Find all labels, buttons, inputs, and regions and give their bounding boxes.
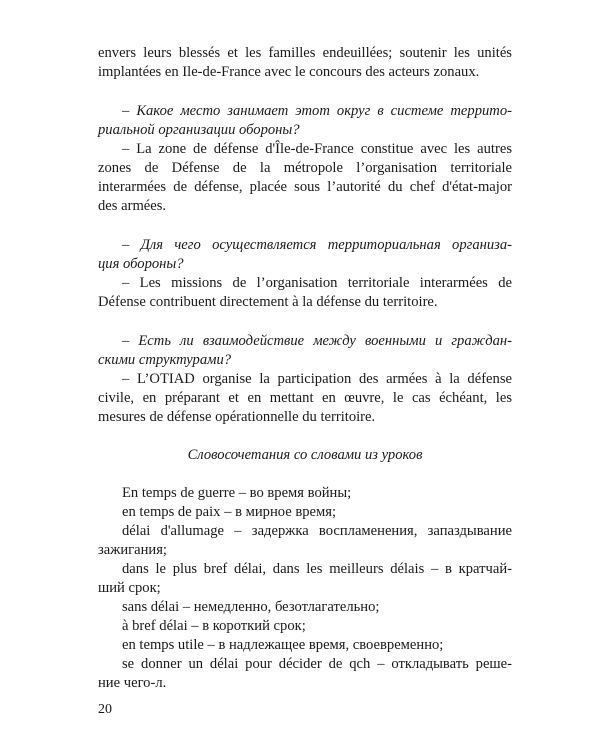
page-body xyxy=(98,44,512,693)
answer-line: des armées. xyxy=(98,198,167,214)
vocab-line: en temps utile – в надлежащее время, своевременно; xyxy=(122,637,444,653)
vocab-line: зажигания; xyxy=(98,542,167,558)
vocab-line: En temps de guerre – во время войны; xyxy=(122,485,352,501)
spacer xyxy=(98,216,512,236)
question-line: скими структурами? xyxy=(98,352,232,368)
vocab-line: sans délai – немедленно, безотлагательно; xyxy=(122,599,380,615)
spacer xyxy=(98,465,512,484)
question-line: ция обороны? xyxy=(98,256,184,272)
answer-line: interarmées de défense, placée sous l’autorité du chef d'état-major xyxy=(98,179,512,195)
question-line: риальной организации обороны? xyxy=(98,122,300,138)
question-line: – Есть ли взаимодействие между военными и граждан- xyxy=(122,333,512,349)
question-line: – Какое место занимает этот округ в системе террито- xyxy=(122,103,512,119)
vocab-line: se donner un délai pour décider de qch – откладывать реше- xyxy=(122,656,512,672)
page-number: 20 xyxy=(98,702,112,717)
answer-line: zones de Défense de la métropole l’organisation territoriale xyxy=(98,160,512,176)
vocab-line: délai d'allumage – задержка воспламенения, запаздывание xyxy=(122,523,512,539)
vocab-line: dans le plus bref délai, dans les meilleurs délais – в кратчай- xyxy=(122,561,512,577)
text-line: implantées en Ile-de-France avec le concours des acteurs zonaux. xyxy=(98,64,480,80)
vocab-line: ние чего-л. xyxy=(98,675,167,691)
vocab-line: ший срок; xyxy=(98,580,161,596)
answer-line: civile, en préparant et en mettant en œuvre, le cas échéant, les xyxy=(98,390,512,406)
answer-line: Défense contribuent directement à la défense du territoire. xyxy=(98,294,438,310)
question-line: – Для чего осуществляется территориальная организа- xyxy=(122,237,512,253)
answer-line: – Les missions de l’organisation territoriale interarmées de xyxy=(122,275,512,291)
section-heading: Словосочетания со словами из уроков xyxy=(187,447,423,463)
answer-line: – La zone de défense d'Île-de-France constitue avec les autres xyxy=(122,141,512,157)
vocab-line: en temps de paix – в мирное время; xyxy=(122,504,337,520)
spacer xyxy=(98,312,512,332)
answer-line: mesures de défense opérationnelle du territoire. xyxy=(98,409,376,425)
vocab-line: à bref délai – в короткий срок; xyxy=(122,618,306,634)
text-line: envers leurs blessés et les familles endeuillées; soutenir les unités xyxy=(98,45,512,61)
answer-line: – L’OTIAD organise la participation des armées à la défense xyxy=(122,371,512,387)
spacer xyxy=(98,427,512,446)
spacer xyxy=(98,82,512,102)
